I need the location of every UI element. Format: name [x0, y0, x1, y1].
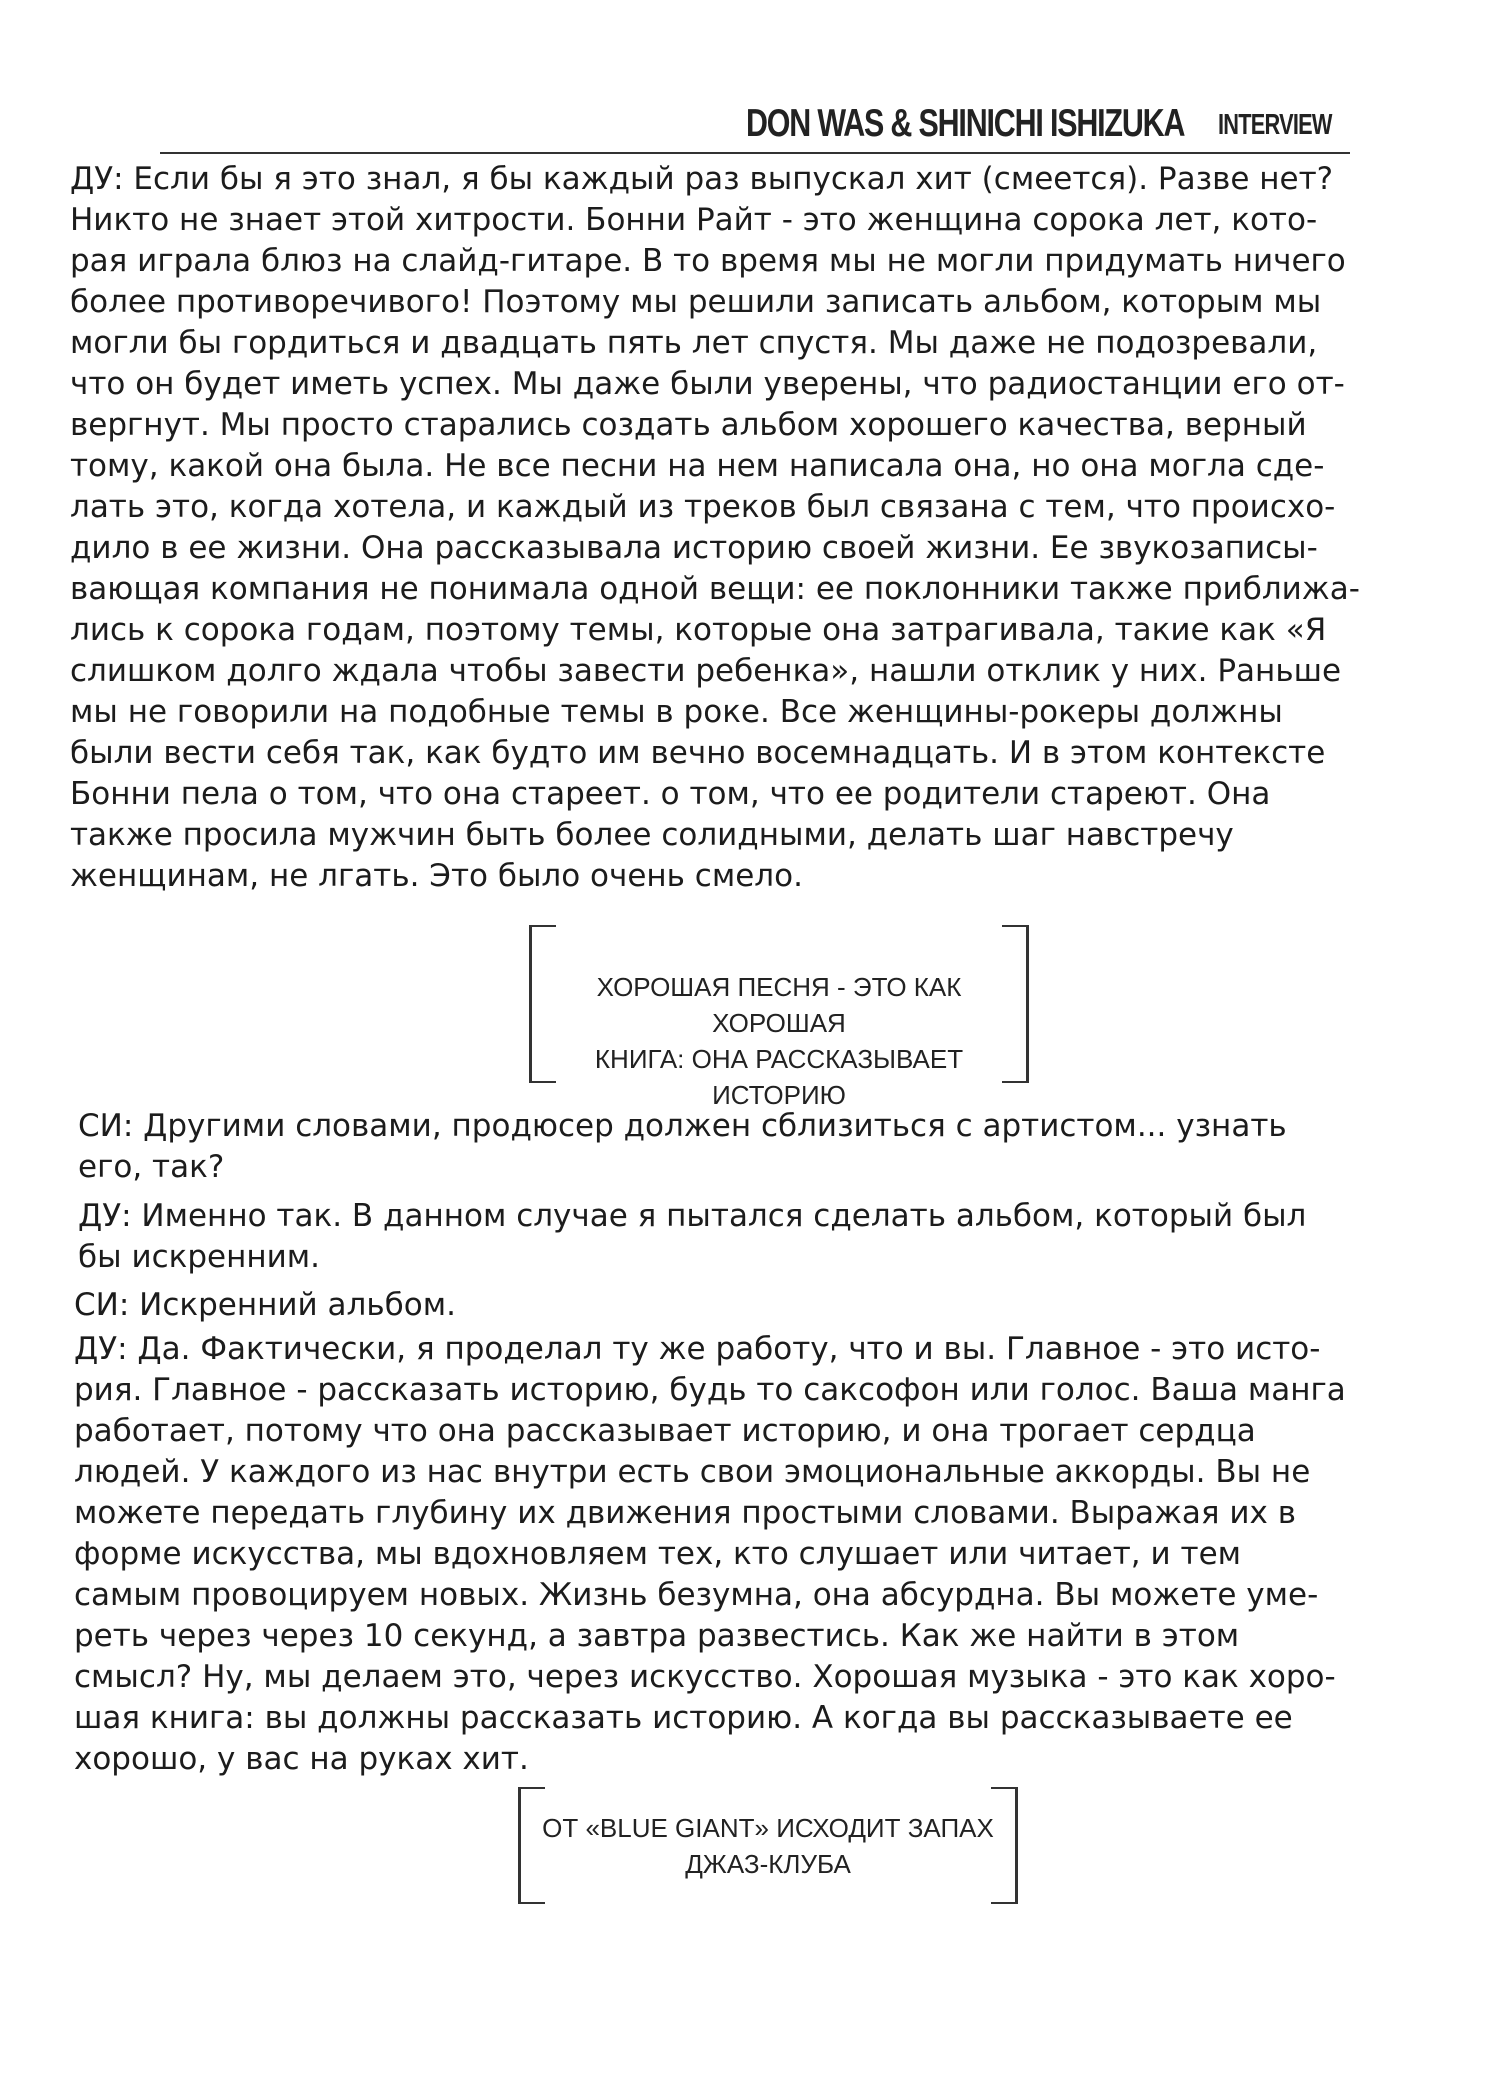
- callout-text: ХОРОШАЯ ПЕСНЯ - ЭТО КАК ХОРОШАЯ КНИГА: ОНА РАССКАЗЫВАЕТ ИСТОРИЮ: [594, 972, 964, 1110]
- header-subtitle: INTERVIEW: [1218, 109, 1332, 141]
- callout-quote-2: [518, 1787, 1018, 1904]
- header-rule: [160, 152, 1350, 154]
- paragraph-2: СИ: Другими словами, продюсер должен сблизиться с артистом... узнать его, так?: [78, 1108, 1287, 1185]
- callout-quote-1: [529, 925, 1029, 1110]
- header-title: DON WAS & SHINICHI ISHIZUKA: [746, 102, 1185, 145]
- page-header: [160, 100, 1350, 155]
- paragraph-3: ДУ: Именно так. В данном случае я пытался сделать альбом, который был бы искренним.: [78, 1198, 1307, 1275]
- paragraph-4: СИ: Искренний альбом.: [74, 1287, 456, 1323]
- paragraph-1: ДУ: Если бы я это знал, я бы каждый раз выпускал хит (смеется). Разве нет? Никто не знает этой хитрости. Бонни Райт - это женщина сорока лет, кото- рая играла блюз на слайд-гитаре. В то время мы не могли придумать ничего более противоречивого! Поэтому мы решили записать альбом, которым мы могли бы гордиться и двадцать пять лет спустя. Мы даже не подозревали, что он будет иметь успех. Мы даже были уверены, что радиостанции его от- вергнут. Мы просто старались создать альбом хорошего качества, верный тому, какой она была. Не все песни на нем написала она, но она могла сде- лать это, когда хотела, и каждый из треков был связана с тем, что происхо- дило в ее жизни. Она рассказывала историю своей жизни. Ее звукозаписы- вающая компания не понимала одной вещи: ее поклонники также приближа- лись к сорока годам, поэтому темы, которые она затрагивала, такие как «Я слишком долго ждала чтобы завести ребенка», нашли отклик у них. Раньше мы не говорили на подобные темы в роке. Все женщины-рокеры должны были вести себя так, как будто им вечно восемнадцать. И в этом контексте Бонни пела о том, что она стареет. о том, что ее родители стареют. Она также просила мужчин быть более солидными, делать шаг навстречу женщинам, не лгать. Это было очень смело.: [70, 161, 1360, 894]
- callout-text: ОТ «BLUE GIANT» ИСХОДИТ ЗАПАХ ДЖАЗ-КЛУБА: [542, 1813, 994, 1879]
- paragraph-5: ДУ: Да. Фактически, я проделал ту же работу, что и вы. Главное - это исто- рия. Главное - рассказать историю, будь то саксофон или голос. Ваша манга работает, потому что она рассказывает историю, и она трогает сердца людей. У каждого из нас внутри есть свои эмоциональные аккорды. Вы не можете передать глубину их движения простыми словами. Выражая их в форме искусства, мы вдохновляем тех, кто слушает или читает, и тем самым провоцируем новых. Жизнь безумна, она абсурдна. Вы можете уме- реть через через 10 секунд, а завтра развестись. Как же найти в этом смысл? Ну, мы делаем это, через искусство. Хорошая музыка - это как хоро- шая книга: вы должны рассказать историю. А когда вы рассказываете ее хорошо, у вас на руках хит.: [74, 1331, 1346, 1777]
